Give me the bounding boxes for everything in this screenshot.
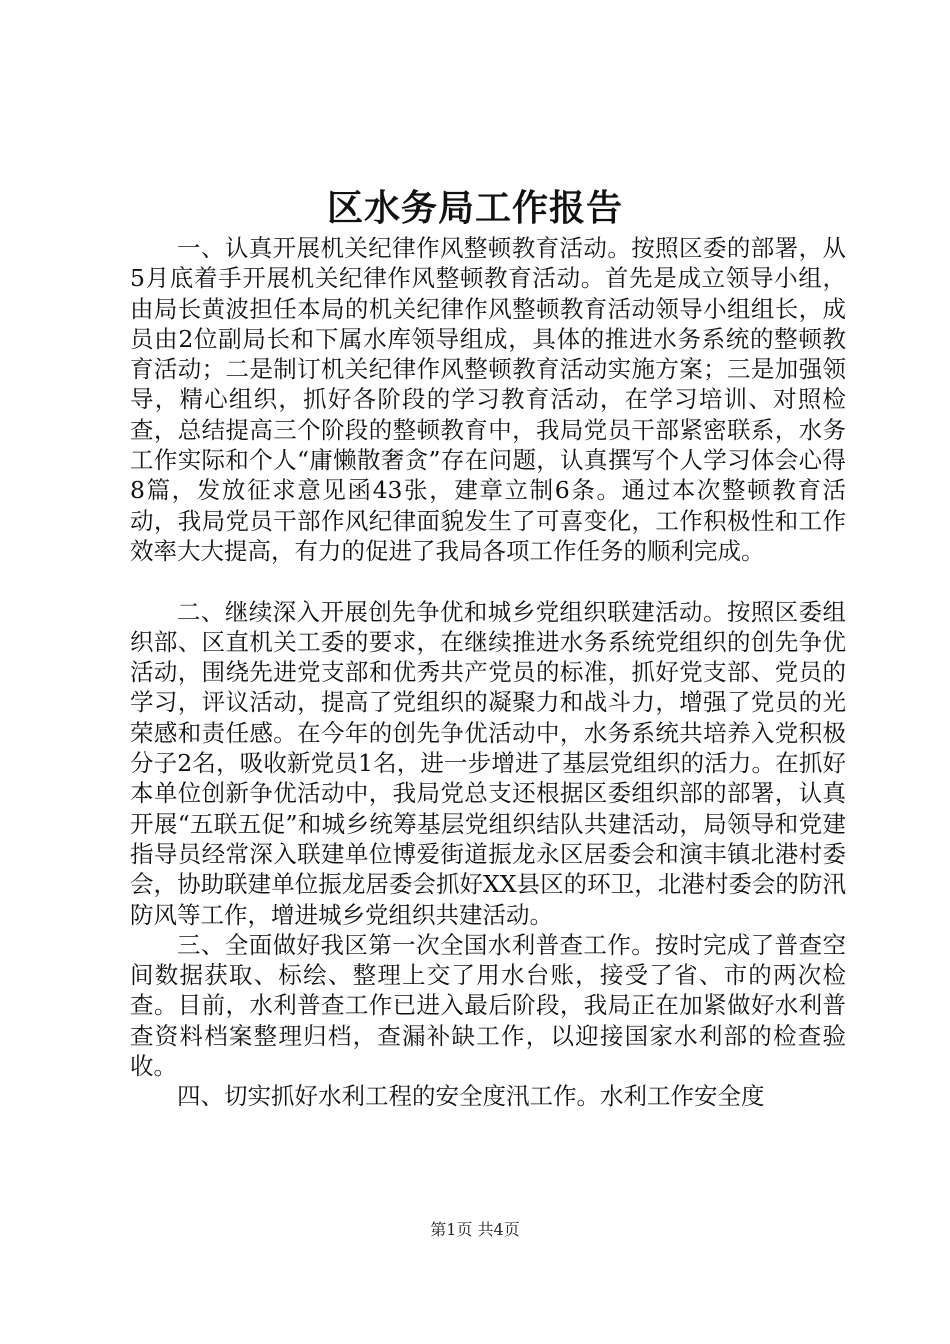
paragraph-4: 四、切实抓好水利工程的安全度汛工作。水利工作安全度 <box>177 1082 765 1111</box>
page-footer: 第1页 共4页 <box>430 1220 520 1239</box>
document-body <box>130 233 846 1112</box>
paragraph-3: 三、全面做好我区第一次全国水利普查工作。按时完成了普查空间数据获取、标绘、整理上交了用水台账，接受了省、市的两次检查。目前，水利普查工作已进入最后阶段，我局正在加紧做好水利普查资料档案整理归档，查漏补缺工作，以迎接国家水利部的检查验收。 <box>130 930 846 1081</box>
paragraph-2: 二、继续深入开展创先争优和城乡党组织联建活动。按照区委组织部、区直机关工委的要求，在继续推进水务系统党组织的创先争优活动，围绕先进党支部和优秀共产党员的标准，抓好党支部、党员的学习，评议活动，提高了党组织的凝聚力和战斗力，增强了党员的光荣感和责任感。在今年的创先争优活动中，水务系统共培养入党积极分子2名，吸收新党员1名，进一步增进了基层党组织的活力。在抓好本单位创新争优活动中，我局党总支还根据区委组织部的部署，认真开展“五联五促”和城乡统筹基层党组织结队共建活动，局领导和党建指导员经常深入联建单位博爱街道振龙永区居委会和演丰镇北港村委会，协助联建单位振龙居委会抓好XX县区的环卫，北港村委会的防汛防风等工作，增进城乡党组织共建活动。 <box>130 597 846 929</box>
document-title: 区水务局工作报告 <box>326 187 623 229</box>
paragraph-1: 一、认真开展机关纪律作风整顿教育活动。按照区委的部署，从5月底着手开展机关纪律作风整顿教育活动。首先是成立领导小组，由局长黄波担任本局的机关纪律作风整顿教育活动领导小组组长，成员由2位副局长和下属水库领导组成，具体的推进水务系统的整顿教育活动；二是制订机关纪律作风整顿教育活动实施方案；三是加强领导，精心组织，抓好各阶段的学习教育活动，在学习培训、对照检查，总结提高三个阶段的整顿教育中，我局党员干部紧密联系，水务工作实际和个人“庸懒散奢贪”存在问题，认真撰写个人学习体会心得8篇，发放征求意见函43张，建章立制6条。通过本次整顿教育活动，我局党员干部作风纪律面貌发生了可喜变化，工作积极性和工作效率大大提高，有力的促进了我局各项工作任务的顺利完成。 <box>130 234 846 565</box>
